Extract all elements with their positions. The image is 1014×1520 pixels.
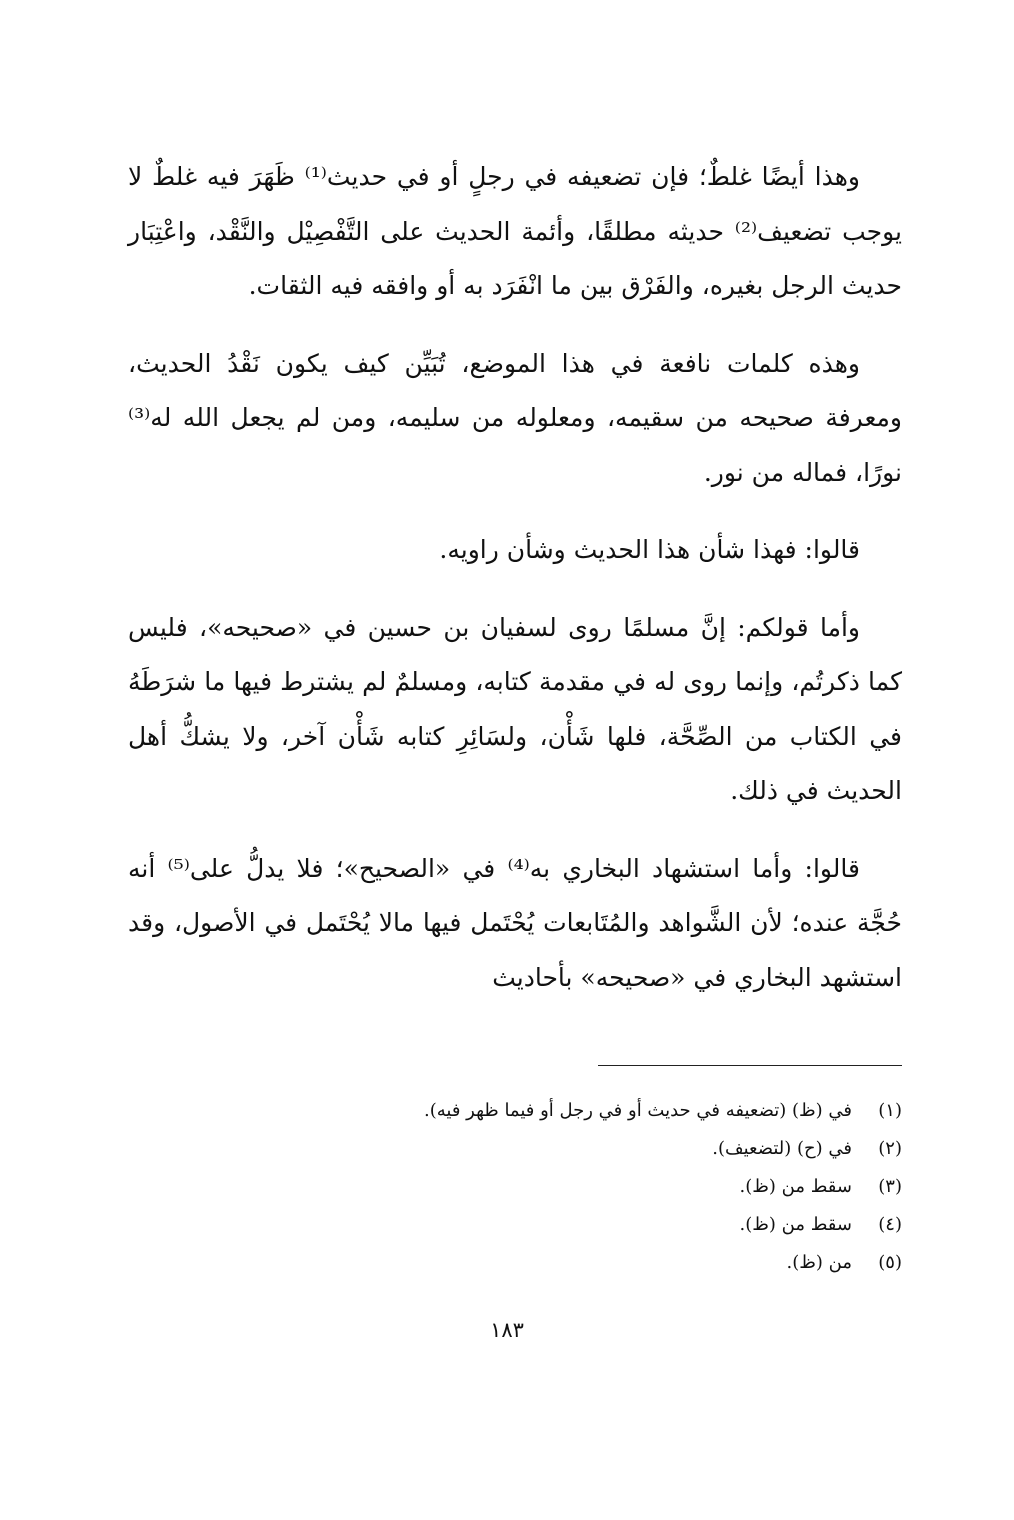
- footnote-separator: [598, 1065, 902, 1066]
- footnote-text: في (ظ) (تضعيفه في حديث أو في رجل أو فيما ظهر فيه).: [424, 1100, 852, 1121]
- footnote-number: (٢): [878, 1138, 902, 1159]
- footnote-text: في (ح) (لتضعيف).: [712, 1138, 852, 1159]
- paragraph-1: وهذا أيضًا غلطٌ؛ فإن تضعيفه في رجلٍ أو في حديث⁽¹⁾ ظَهَرَ فيه غلطٌ لا يوجب تضعيف⁽²⁾ حديثه مطلقًا، وأئمة الحديث على التَّفْصِيْل والنَّقْد، واعْتِبَار حديث الرجل بغيره، والفَرْق بين ما انْفَرَد به أو وافقه فيه الثقات.: [128, 162, 902, 300]
- main-text: [128, 150, 902, 1005]
- footnote-3: [128, 1168, 902, 1206]
- paragraph-4: وأما قولكم: إنَّ مسلمًا روى لسفيان بن حسين في «صحيحه»، فليس كما ذكرتُم، وإنما روى له في مقدمة كتابه، ومسلمٌ لم يشترط فيها ما شرَطَهُ في الكتاب من الصِّحَّة، فلها شَأْن، ولسَائِرِ كتابه شَأْن آخر، ولا يشكُّ أهل الحديث في ذلك.: [128, 612, 902, 805]
- footnotes: [128, 1092, 902, 1282]
- footnote-number: (٤): [878, 1214, 902, 1235]
- footnote-number: (٥): [878, 1252, 902, 1273]
- footnote-5: [128, 1244, 902, 1282]
- paragraph-2: وهذه كلمات نافعة في هذا الموضع، تُبَيِّن كيف يكون نَقْدُ الحديث، ومعرفة صحيحه من سقيمه، ومعلوله من سليمه، ومن لم يجعل الله له⁽³⁾ نورًا، فماله من نور.: [128, 348, 902, 487]
- footnote-number: (٣): [878, 1176, 902, 1197]
- footnote-4: [128, 1206, 902, 1244]
- footnote-1: [128, 1092, 902, 1130]
- footnote-2: [128, 1130, 902, 1168]
- footnote-number: (١): [878, 1100, 902, 1121]
- paragraph-3: قالوا: فهذا شأن هذا الحديث وشأن راويه.: [439, 535, 860, 564]
- footnote-text: سقط من (ظ).: [739, 1176, 852, 1197]
- footnote-text: من (ظ).: [786, 1252, 852, 1273]
- page-number: ١٨٣: [490, 1318, 524, 1342]
- footnote-text: سقط من (ظ).: [739, 1214, 852, 1235]
- paragraph-5: قالوا: وأما استشهاد البخاري به⁽⁴⁾ في «الصحيح»؛ فلا يدلُّ على⁽⁵⁾ أنه حُجَّة عنده؛ لأن الشَّواهد والمُتَابعات يُحْتَمل فيها مالا يُحْتَمل في الأصول، وقد استشهد البخاري في «صحيحه» بأحاديث: [128, 853, 902, 992]
